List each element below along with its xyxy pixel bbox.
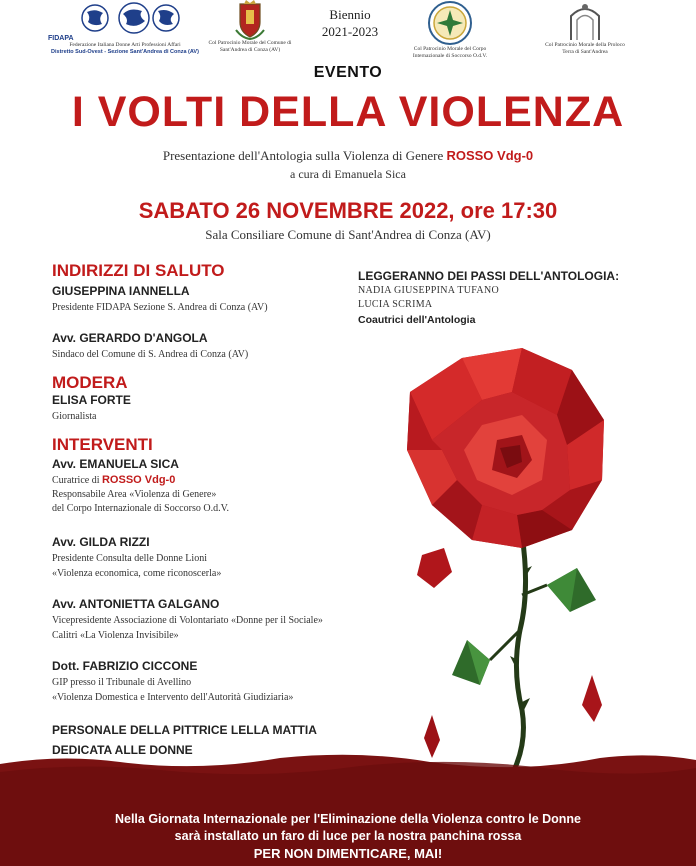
patron3-line2: Terra di Sant'Andrea	[562, 48, 608, 55]
i4-line1: GIP presso il Tribunale di Avellino	[52, 677, 192, 688]
biennio-years: 2021-2023	[321, 24, 379, 39]
event-title: I VOLTI DELLA VIOLENZA	[71, 88, 625, 136]
fidapa-line2: Distretto Sud-Ovest - Sezione Sant'Andrea di Conza (AV)	[51, 48, 199, 55]
event-venue: Sala Consiliare Comune di Sant'Andrea di Conza (AV)	[205, 227, 491, 242]
i3-name: Avv. ANTONIETTA GALGANO	[52, 597, 220, 611]
patron2-line2: Internazionale di Soccorso O.d.V.	[412, 52, 488, 59]
footer-line3: PER NON DIMENTICARE, MAI!	[253, 846, 443, 861]
i1-line2: Responsabile Area «Violenza di Genere»	[52, 489, 217, 500]
curator: a cura di Emanuela Sica	[290, 167, 406, 181]
comune-crest-icon	[230, 0, 270, 40]
event-date: SABATO 26 NOVEMBRE 2022, ore 17:30	[138, 198, 558, 223]
readers-note: Coautrici dell'Antologia	[358, 314, 476, 326]
i3-line2: Calitri «La Violenza Invisibile»	[52, 630, 179, 641]
patron2-line1: Col Patrocinio Morale del Corpo	[413, 46, 487, 52]
i1-role-prefix: Curatrice di	[52, 475, 100, 486]
saluto-p2-name: Avv. GERARDO D'ANGOLA	[52, 331, 208, 345]
biennio	[305, 6, 395, 40]
patron3-line1: Col Patrocinio Morale della Proloco	[545, 42, 625, 48]
biennio-label: Biennio	[329, 7, 371, 22]
book-title: ROSSO Vdg-0	[446, 148, 534, 163]
presentation	[0, 148, 696, 164]
modera-heading: MODERA	[52, 373, 128, 392]
i4-line2: «Violenza Domestica e Intervento dell'Autorità Giudiziaria»	[52, 692, 294, 703]
interventi-heading: INTERVENTI	[52, 435, 153, 454]
patron1-line1: Col Patrocinio Morale del Comune di	[208, 40, 292, 46]
saluto-heading: INDIRIZZI DI SALUTO	[52, 261, 225, 280]
presentation-text: Presentazione dell'Antologia sulla Violenza di Genere	[162, 148, 444, 163]
fidapa-logo	[40, 2, 210, 55]
modera-name: ELISA FORTE	[52, 393, 131, 407]
i2-line2: «Violenza economica, come riconoscerla»	[52, 568, 222, 579]
fidapa-globe-icon	[50, 2, 200, 34]
modera-role: Giornalista	[52, 411, 97, 422]
arch-icon	[563, 0, 607, 42]
exhibit-line2: DEDICATA ALLE DONNE	[52, 743, 193, 757]
fidapa-name: FIDAPA	[48, 35, 74, 42]
rose-stem	[515, 535, 526, 768]
readers-heading: LEGGERANNO DEI PASSI DELL'ANTOLOGIA:	[358, 269, 620, 283]
comune-logo	[195, 0, 305, 53]
rose-petal	[582, 675, 602, 722]
proloco-logo	[530, 0, 640, 55]
exhibit-line1: PERSONALE DELLA PITTRICE LELLA MATTIA	[52, 723, 317, 737]
i1-role	[52, 474, 175, 486]
saluto-p1-name: GIUSEPPINA IANNELLA	[52, 284, 190, 298]
reader-1: NADIA GIUSEPPINA TUFANO	[358, 285, 499, 296]
fidapa-line1: Federazione Italiana Donne Arti Professioni Affari	[69, 42, 181, 48]
rose-petal	[417, 548, 452, 588]
footer-line2: sarà installato un faro di luce per la nostra panchina rossa	[174, 829, 522, 843]
patron1-line2: Sant'Andrea di Conza (AV)	[219, 46, 281, 53]
reader-2: LUCIA SCRIMA	[358, 299, 433, 310]
event-kicker: EVENTO	[313, 64, 383, 81]
saluto-p2-role: Sindaco del Comune di S. Andrea di Conza (AV)	[52, 349, 249, 360]
footer-line1: Nella Giornata Internazionale per l'Eliminazione della Violenza contro le Donne	[114, 812, 582, 826]
cisom-logo	[395, 0, 505, 59]
cross-emblem-icon	[427, 0, 473, 46]
i2-name: Avv. GILDA RIZZI	[52, 535, 150, 549]
i1-name: Avv. EMANUELA SICA	[52, 457, 179, 471]
i3-line1: Vicepresidente Associazione di Volontariato «Donne per il Sociale»	[52, 615, 323, 626]
rose-illustration	[372, 330, 632, 780]
i4-name: Dott. FABRIZIO CICCONE	[52, 659, 198, 673]
saluto-p1-role: Presidente FIDAPA Sezione S. Andrea di Conza (AV)	[52, 302, 268, 313]
rose-bloom	[407, 348, 604, 548]
i1-book: ROSSO Vdg-0	[101, 474, 176, 486]
i2-line1: Presidente Consulta delle Donne Lioni	[52, 553, 207, 564]
i1-line3: del Corpo Internazionale di Soccorso O.d.V.	[52, 503, 229, 514]
